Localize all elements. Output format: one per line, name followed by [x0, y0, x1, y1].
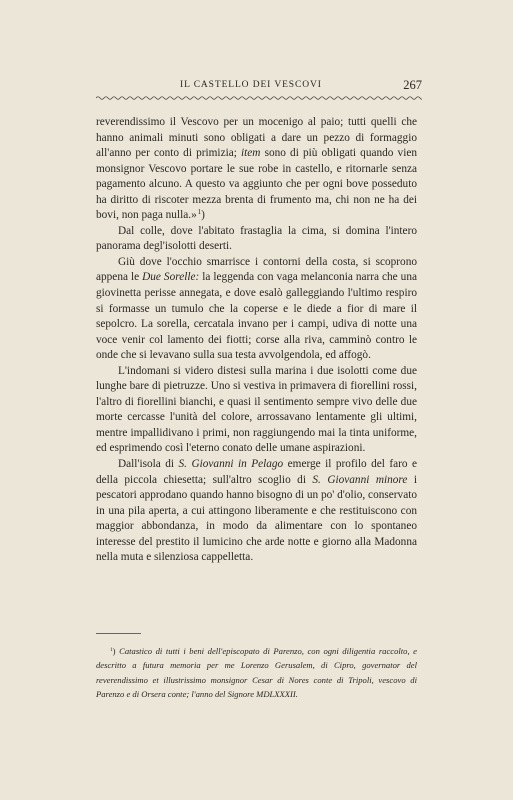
paragraph-due-sorelle: [96, 255, 417, 364]
running-title: IL CASTELLO DEI VESCOVI: [180, 80, 322, 90]
italic-place-name: S. Giovanni minore: [312, 473, 408, 486]
footnote-1: [96, 644, 417, 702]
paragraph-isolotti: L'indomani si videro distesi sulla marina i due isolotti come due lunghe bare di pietruzze. Uno si vestiva in primavera di fiorellini rossi, l'altro di fiorellini bianchi, e quasi il sentimento sempre vivo delle due morte cercasse l'unità del colore, arrossavano lentamente gli ultimi, mentre impallidivano i primi, non raggiungendo mai la tinta uniforme, ed esprimendo così l'eterno conato delle umane aspirazioni.: [96, 364, 417, 455]
text-run: la leggenda con vaga melanconia narra che una giovinetta perisse annegata, e dove esalò galleggiando l'ultimo respiro si formasse un tumulo che la coperse e le diede a fior di mare il sepolcro. La sorella, cercatala invano per i campi, udiva di notte una voce venir col lamento dei fiotti; corse alla riva, camminò contro le onde che si levavano sulla sua testa avvolgendola, ed affogò.: [96, 271, 417, 362]
text-run: Dall'isola di: [118, 458, 179, 471]
wavy-rule-ornament: [96, 95, 422, 101]
page-header: [96, 78, 422, 98]
footnote-ref-paren: ): [201, 209, 205, 222]
text-run: emerge il profilo del faro e della piccola chiesetta; sull'altro scoglio di: [96, 458, 417, 486]
footnote-text: Catastico di tutti i beni dell'episcopato di Parenzo, con ogni diligentia raccolto, e descritto a futura memoria per me Lorenzo Gerusalem, di Cipro, governator del reverendissimo et illustrissimo monsignor Cesar di Nores conte di Tripoli, vescovo di Parenzo e di Orsera conte; l'anno del Signore MDLXXXII.: [96, 646, 417, 700]
main-text: [96, 115, 417, 566]
text-run: sono di più obligati quando vien monsignor Vescovo portare le sue robe in castello, e ritornarle senza pagamento alcuno. A questo va aggiunto che per ogni bove posseduto ha diritto di riscoter mezza brenta di frumento ma, chi non ne ha dei bovi, non paga nulla.»: [96, 147, 418, 222]
footnote-ref: 1: [197, 208, 202, 217]
text-run: reverendissimo il Vescovo per un mocenigo al paio; tutti quelli che hanno animali minuti sono obligati a dare un pezzo di formaggio all'anno per conto di primizia;: [96, 116, 417, 160]
paragraph-quote-end: [96, 115, 417, 224]
text-run: Giù dove l'occhio smarrisce i contorni della costa, si scoprono appena le: [96, 255, 417, 284]
text-run: i pescatori approdano quando hanno bisogno di un po' d'olio, conservato in una pila aperta, a cui attingono liberamente e che restituiscono con maggior abbondanza, in modo da alimentare con lo spontaneo interesse del prestito il lumicino che arde notte e giorno alla Madonna nella muta e silenziosa cappelletta.: [96, 473, 417, 564]
italic-place-name: Due Sorelle:: [142, 271, 200, 284]
footnote-marker: 1: [110, 647, 113, 654]
page-number: 267: [403, 78, 422, 92]
footnotes: [96, 644, 417, 702]
paragraph-panorama: Dal colle, dove l'abitato frastaglia la cima, si domina l'intero panorama degl'isolotti deserti.: [96, 224, 417, 253]
italic-term: item: [241, 147, 261, 160]
paragraph-san-giovanni: [96, 457, 417, 566]
footnote-separator: [96, 633, 141, 634]
footnote-marker-paren: ): [112, 646, 116, 656]
italic-place-name: S. Giovanni in Pelago: [178, 458, 284, 471]
